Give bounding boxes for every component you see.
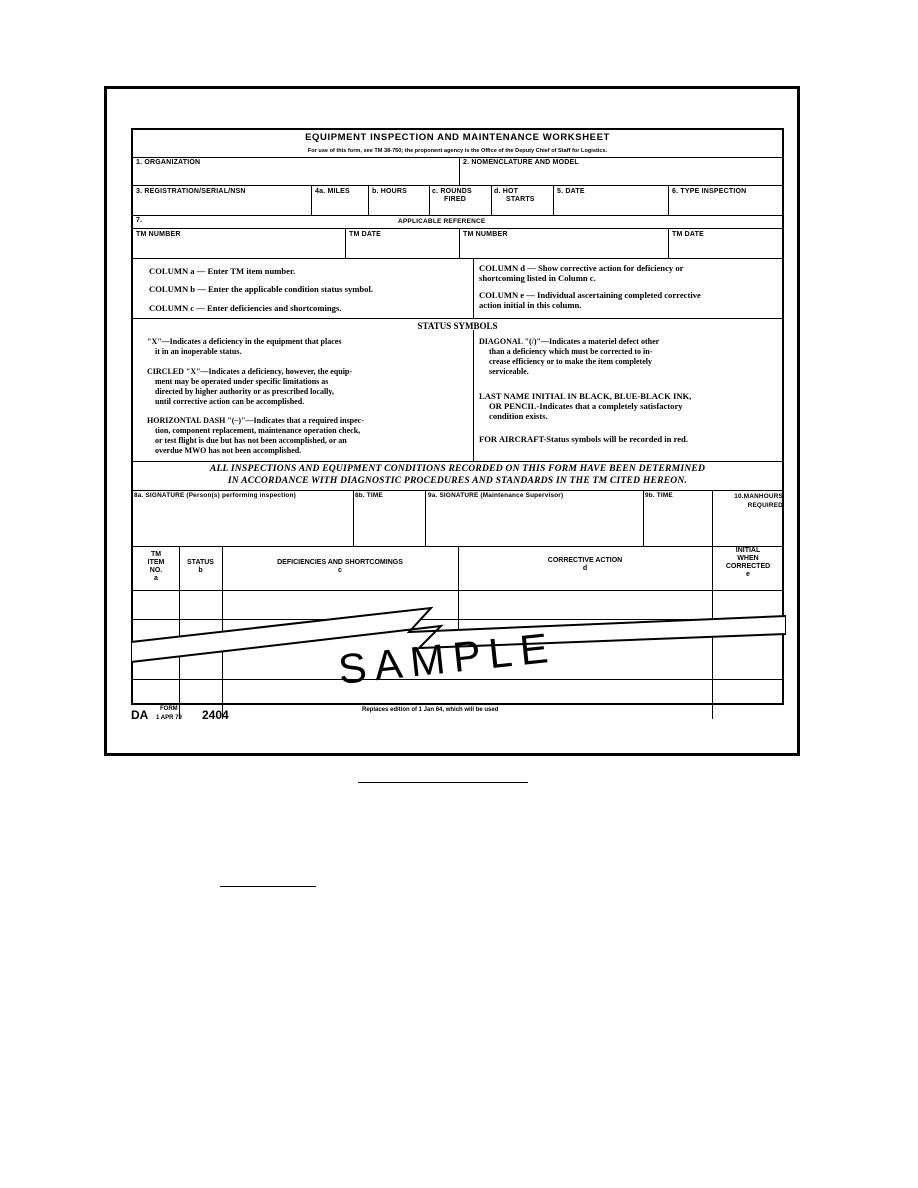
form-subtitle: For use of this form, see TM 38-750; the proponent agency is the Office of the Deputy Chief of Staff for Logistics. (307, 148, 608, 154)
type-inspection-field[interactable]: 6. TYPE INSPECTION (672, 188, 747, 195)
supervisor-signature-field[interactable]: 9a. SIGNATURE (Maintenance Supervisor) (428, 492, 564, 499)
tm-date-field-2[interactable]: TM DATE (672, 231, 704, 238)
circled-x-description: CIRCLED "X"—Indicates a deficiency, however, the equip- ment may be operated under specific limitations as directed by higher authority or as prescribed locally, until corrective action can be accomplished. (147, 367, 353, 406)
form-title: EQUIPMENT INSPECTION AND MAINTENANCE WORKSHEET (305, 132, 610, 143)
registration-field[interactable]: 3. REGISTRATION/SERIAL/NSN (136, 188, 246, 195)
caption-underline (358, 782, 528, 783)
supervisor-time-field[interactable]: 9b. TIME (645, 492, 673, 499)
manhours-required-field[interactable]: 10.MANHOURS REQUIRED (734, 493, 783, 509)
applicable-reference-label: APPLICABLE REFERENCE (398, 218, 486, 225)
tm-number-field-1[interactable]: TM NUMBER (136, 231, 181, 238)
column-d-instruction: COLUMN d — Show corrective action for deficiency or shortcoming listed in Column c. (479, 263, 684, 283)
inspection-time-field[interactable]: 8b. TIME (355, 492, 383, 499)
organization-field[interactable]: 1. ORGANIZATION (136, 159, 201, 166)
date-field[interactable]: 5. DATE (557, 188, 585, 195)
column-b-instruction: COLUMN b — Enter the applicable condition status symbol. (149, 284, 374, 294)
diagonal-description: DIAGONAL "(/)"—Indicates a materiel defect other than a deficiency which must be corrected to in- crease efficiency or to make the item completely serviceable. (479, 337, 660, 376)
horizontal-dash-description: HORIZONTAL DASH "(–)"—Indicates that a required inspec- tion, component replacement, maintenance operation check, or test flight is due but has not been accomplished, or an overdue MWO has not been accomplished. (147, 416, 364, 455)
status-column-header: STATUS b (187, 559, 214, 574)
item-7-label: 7. (136, 217, 143, 224)
column-a-instruction: COLUMN a — Enter TM item number. (149, 266, 296, 276)
column-c-instruction: COLUMN c — Enter deficiencies and shortcomings. (149, 303, 342, 313)
aircraft-description: FOR AIRCRAFT-Status symbols will be recorded in red. (479, 434, 688, 444)
sample-watermark: SAMPLE (335, 623, 559, 694)
hours-field[interactable]: b. HOURS (372, 188, 408, 195)
corrective-action-column-header: CORRECTIVE ACTION d (547, 557, 623, 572)
form-da-label: DA (131, 708, 149, 722)
rounds-fired-field[interactable]: c. ROUNDS FIRED (432, 188, 472, 203)
status-symbols-heading: STATUS SYMBOLS (417, 321, 498, 331)
hot-starts-field[interactable]: d. HOT STARTS (494, 188, 535, 203)
initial-when-corrected-column-header: INITIAL WHEN CORRECTED e (725, 547, 771, 578)
nomenclature-field[interactable]: 2. NOMENCLATURE AND MODEL (463, 159, 579, 166)
column-e-instruction: COLUMN e — Individual ascertaining completed corrective action initial in this column. (479, 290, 701, 310)
section-underline (220, 886, 316, 887)
form-date: 1 APR 79 (156, 715, 182, 721)
inspector-signature-field[interactable]: 8a. SIGNATURE (Person(s) performing inspection) (134, 492, 296, 499)
tm-item-column-header: TM ITEM NO. a (147, 551, 165, 582)
worksheet-form (131, 128, 784, 705)
x-symbol-description: "X"—Indicates a deficiency in the equipment that places it in an inoperable status. (147, 337, 342, 356)
certification-statement: ALL INSPECTIONS AND EQUIPMENT CONDITIONS RECORDED ON THIS FORM HAVE BEEN DETERMINED IN ACCORDANCE WITH DIAGNOSTIC PROCEDURES AND STANDARDS IN THE TM CITED HEREON. (209, 463, 706, 486)
tm-number-field-2[interactable]: TM NUMBER (463, 231, 508, 238)
form-word: FORM (160, 706, 178, 712)
deficiencies-column-header: DEFICIENCIES AND SHORTCOMINGS c (277, 559, 403, 574)
tm-date-field-1[interactable]: TM DATE (349, 231, 381, 238)
last-name-initial-description: LAST NAME INITIAL IN BLACK, BLUE-BLACK INK, OR PENCIL-Indicates that a completely satisfactory condition exists. (479, 391, 692, 421)
miles-field[interactable]: 4a. MILES (315, 188, 350, 195)
form-number: 2404 (202, 708, 229, 722)
replaces-edition-note: Replaces edition of 1 Jan 64, which will be used (362, 707, 499, 713)
